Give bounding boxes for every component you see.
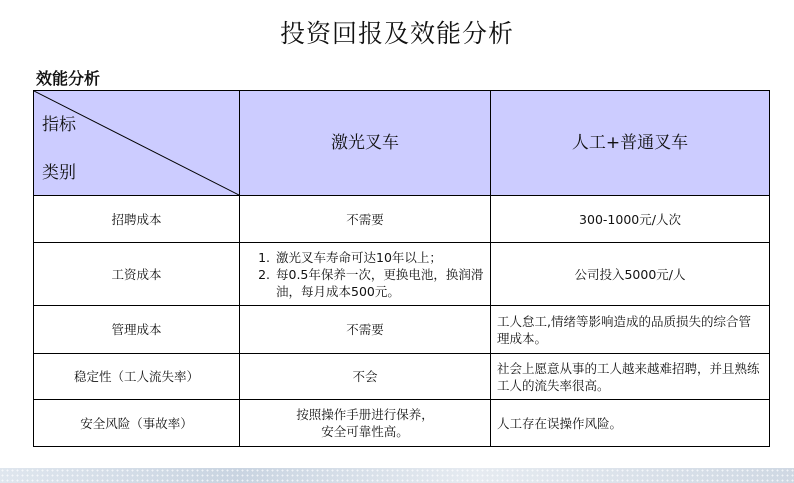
manual-cell: 300-1000元/人次 (491, 196, 770, 243)
header-indicator: 指标 (42, 115, 76, 135)
header-laser-forklift: 激光叉车 (240, 91, 491, 196)
section-label: 效能分析 (36, 69, 101, 88)
manual-cell: 社会上愿意从事的工人越来越难招聘，并且熟练工人的流失率很高。 (491, 354, 770, 400)
laser-cell (240, 400, 491, 447)
table-row (34, 400, 770, 447)
diagonal-header-cell (34, 91, 240, 196)
row-label: 稳定性（工人流失率） (34, 354, 240, 400)
laser-line: 按照操作手册进行保养， (296, 407, 434, 422)
table-row (34, 306, 770, 354)
page-title: 投资回报及效能分析 (279, 19, 514, 48)
footer-texture (0, 468, 794, 483)
table-row (34, 196, 770, 243)
list-item: 1. 激光叉车寿命可达10年以上； (274, 249, 484, 266)
row-label: 工资成本 (34, 243, 240, 306)
table-header-row (34, 91, 770, 196)
manual-cell: 公司投入5000元/人 (491, 243, 770, 306)
laser-cost-list (246, 249, 484, 300)
laser-cell: 不需要 (240, 306, 491, 354)
manual-cell: 人工存在误操作风险。 (491, 400, 770, 447)
table-row (34, 243, 770, 306)
header-manual-forklift: 人工+普通叉车 (491, 91, 770, 196)
laser-cell (240, 243, 491, 306)
laser-cell: 不会 (240, 354, 491, 400)
row-label: 管理成本 (34, 306, 240, 354)
manual-cell: 工人怠工,情绪等影响造成的品质损失的综合管理成本。 (491, 306, 770, 354)
row-label: 招聘成本 (34, 196, 240, 243)
efficiency-table (33, 90, 770, 447)
header-category: 类别 (42, 163, 76, 183)
table-row (34, 354, 770, 400)
row-label: 安全风险（事故率） (34, 400, 240, 447)
list-item: 2. 每0.5年保养一次，更换电池，换润滑油，每月成本500元。 (274, 266, 484, 300)
laser-cell: 不需要 (240, 196, 491, 243)
laser-line: 安全可靠性高。 (321, 424, 409, 439)
